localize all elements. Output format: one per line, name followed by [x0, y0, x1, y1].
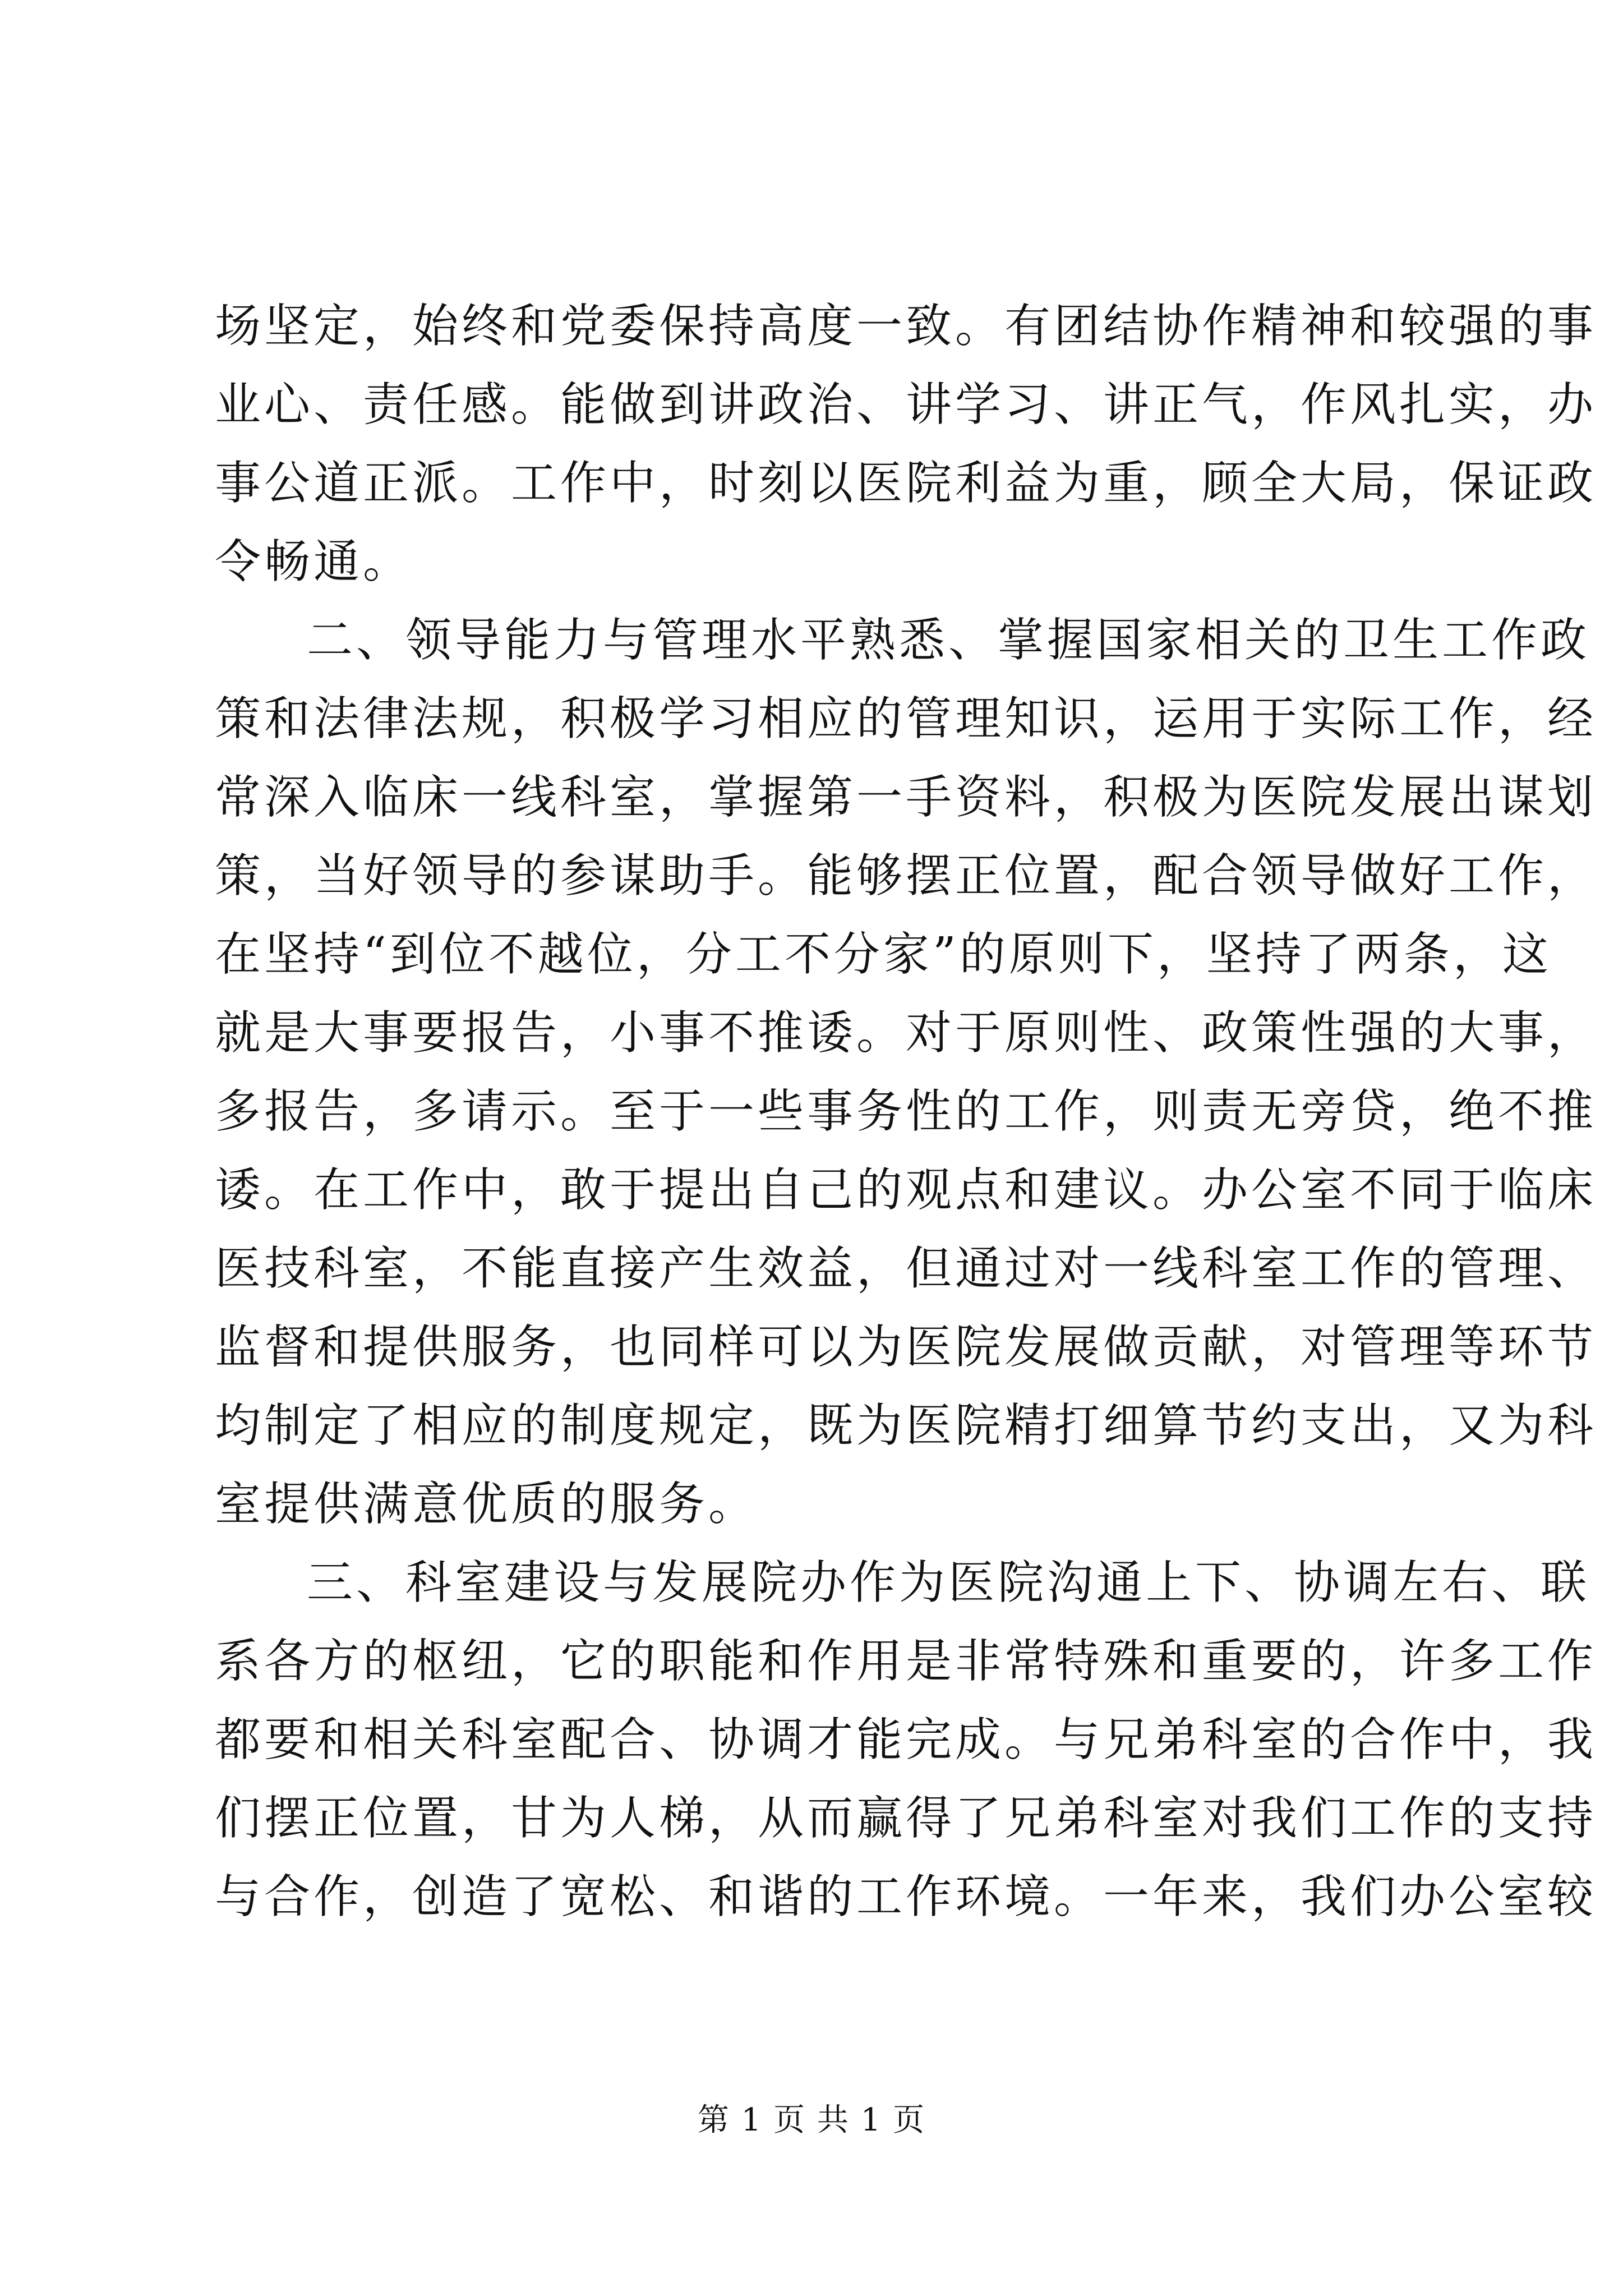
- text-line: 医技科室，不能直接产生效益，但通过对一线科室工作的管理、: [215, 1242, 1597, 1295]
- text-line: 业心、责任感。能做到讲政治、讲学习、讲正气，作风扎实，办: [215, 378, 1597, 431]
- text-line: 们摆正位置，甘为人梯，从而赢得了兄弟科室对我们工作的支持: [215, 1792, 1597, 1845]
- text-line: 在坚持“到位不越位，分工不分家”的原则下，坚持了两条，这: [215, 928, 1552, 981]
- text-line: 场坚定，始终和党委保持高度一致。有团结协作精神和较强的事: [215, 300, 1597, 353]
- text-line: 室提供满意优质的服务。: [215, 1478, 758, 1531]
- text-line: 策和法律法规，积极学习相应的管理知识，运用于实际工作，经: [215, 692, 1597, 746]
- text-line: 监督和提供服务，也同样可以为医院发展做贡献，对管理等环节: [215, 1320, 1597, 1374]
- text-line: 系各方的枢纽，它的职能和作用是非常特殊和重要的，许多工作: [215, 1635, 1597, 1688]
- text-line: 令畅通。: [215, 535, 413, 588]
- text-line: 诿。在工作中，敢于提出自己的观点和建议。办公室不同于临床: [215, 1163, 1597, 1217]
- text-line: 与合作，创造了宽松、和谐的工作环境。一年来，我们办公室较: [215, 1870, 1597, 1924]
- paragraph-start-line: 二、领导能力与管理水平熟悉、掌握国家相关的卫生工作政: [307, 614, 1590, 667]
- paragraph-start-line: 三、科室建设与发展院办作为医院沟通上下、协调左右、联: [307, 1556, 1590, 1609]
- text-line: 常深入临床一线科室，掌握第一手资料，积极为医院发展出谋划: [215, 771, 1597, 824]
- text-line: 策，当好领导的参谋助手。能够摆正位置，配合领导做好工作，: [215, 849, 1597, 903]
- text-line: 均制定了相应的制度规定，既为医院精打细算节约支出，又为科: [215, 1399, 1597, 1452]
- text-line: 都要和相关科室配合、协调才能完成。与兄弟科室的合作中，我: [215, 1713, 1597, 1766]
- text-line: 就是大事要报告，小事不推诿。对于原则性、政策性强的大事，: [215, 1006, 1597, 1060]
- page-footer: 第 1 页 共 1 页: [697, 2102, 926, 2138]
- text-line: 多报告，多请示。至于一些事务性的工作，则责无旁贷，绝不推: [215, 1085, 1597, 1138]
- text-line: 事公道正派。工作中，时刻以医院利益为重，顾全大局，保证政: [215, 457, 1597, 510]
